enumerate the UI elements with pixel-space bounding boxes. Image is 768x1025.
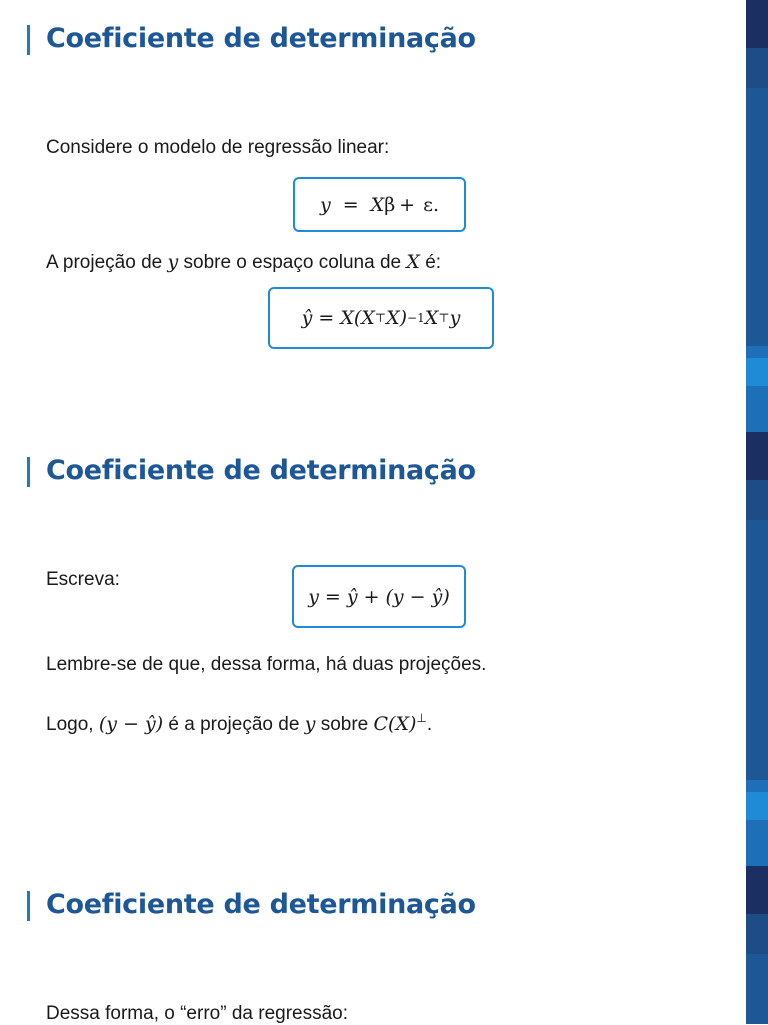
eq2-x-close: X) [386,307,408,329]
conclusion-cx: C(X) [373,713,417,735]
eq3-plus: + [363,585,380,608]
projection-text-a: A projeção de [46,252,163,273]
eq2-transpose-2: ⊤ [438,311,450,325]
eq2-transpose-1: ⊤ [374,311,387,325]
eq-beta: β [384,193,396,216]
eq3-equals: = [324,585,341,608]
slide-title: Coeficiente de determinação [46,23,476,54]
stripe-segment [746,480,768,520]
conclusion-text-b: é a projeção de [168,714,300,735]
equation-box-decomposition [292,565,466,628]
eq-X: X [370,193,385,216]
intro-text: Considere o modelo de regressão linear: [46,137,390,158]
eq3-y: y [308,585,319,608]
projection-text-y: y [167,251,179,273]
conclusion-perp: ⊥ [416,711,427,725]
stripe-segment [746,358,768,386]
stripe-segment [746,346,768,358]
eq-equals: = [342,193,359,216]
stripe-segment [746,386,768,432]
slide-3 [0,866,746,1024]
equation-box-linear-model [293,177,466,232]
title-accent-bar [27,457,30,487]
eq2-x: X [424,307,439,329]
conclusion-text-a: Logo, [46,714,94,735]
stripe-segment [746,820,768,866]
remember-text: Lembre-se de que, dessa forma, há duas projeções. [46,654,487,675]
title-accent-bar [27,25,30,55]
eq-y: y [320,193,331,216]
title-accent-bar [27,891,30,921]
stripe-segment [746,432,768,480]
eq2-y: y [449,307,461,329]
stripe-segment [746,792,768,820]
eq-dot: . [432,193,439,216]
intro-text: Escreva: [46,569,120,590]
stripe-segment [746,48,768,88]
stripe-segment [746,520,768,780]
stripe-segment [746,954,768,1024]
stripe-segment [746,88,768,346]
conclusion-text [46,711,432,736]
eq-plus: + [399,193,416,216]
conclusion-y: y [304,713,316,735]
conclusion-residual: (y − ŷ) [98,713,164,735]
stripe-segment [746,866,768,914]
equation-box-projection [268,287,494,349]
eq2-yhat: ŷ [301,307,313,329]
projection-text [46,251,441,274]
projection-text-b: sobre o espaço coluna de [183,252,402,273]
conclusion-dot: . [426,714,433,735]
slide-title: Coeficiente de determinação [46,455,476,486]
body-text: Dessa forma, o “erro” da regressão: [46,1003,349,1024]
slide-2 [0,432,746,866]
eq3-residual: (y − ŷ) [385,585,450,608]
stripe-segment [746,0,768,48]
conclusion-text-c: sobre [320,714,369,735]
eq2-equals: = [318,307,335,329]
eq2-inverse: −1 [407,311,425,325]
slide-title: Coeficiente de determinação [46,889,476,920]
slide-1 [0,0,746,432]
projection-text-c: é: [425,252,442,273]
projection-text-X: X [406,251,420,273]
eq-epsilon: ε [423,193,433,216]
eq3-yhat: ŷ [346,585,358,608]
stripe-segment [746,914,768,954]
eq2-x-open: X(X [340,307,375,329]
stripe-segment [746,780,768,792]
